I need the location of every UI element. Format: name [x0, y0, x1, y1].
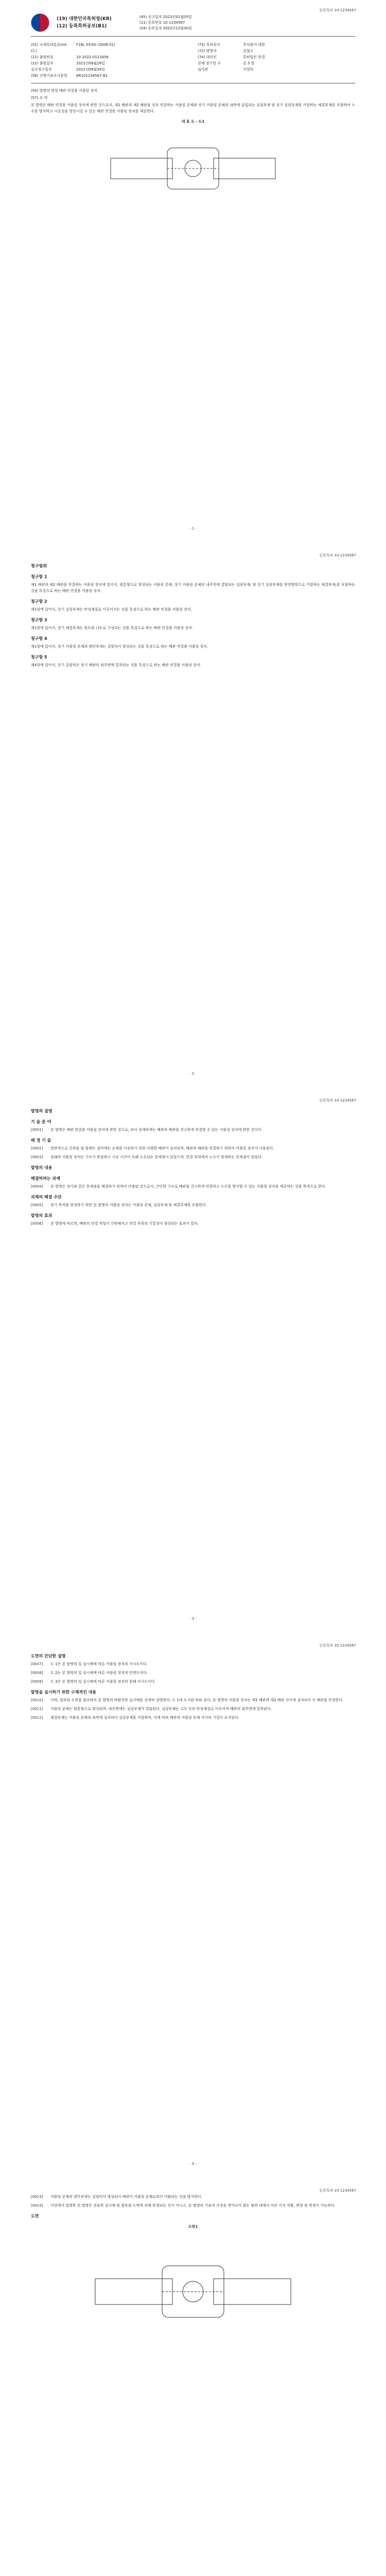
problem-heading: 해결하려는 과제	[31, 1176, 60, 1181]
claim-text: 제4항에 있어서, 상기 걸림턱은 상기 배관의 외주면에 밀착되는 것을 특징으로 하는 배관 연결용 커플링 장치.	[31, 663, 201, 667]
patent-number: 등록특허 10-1234567	[319, 1098, 356, 1103]
bib-value: 10-2022-0123456	[76, 55, 109, 59]
patent-number: 등록특허 10-1234567	[319, 1643, 356, 1648]
background-heading: 배 경 기 술	[31, 1138, 51, 1143]
paragraph: [0003] 종래의 커플링 장치는 구조가 복잡하고 시공 시간이 오래 소요되는 문제점이 있었으며, 연결 부위에서 누수가 발생하는 문제점이 있었다.	[31, 1155, 262, 1159]
bibliography	[31, 42, 355, 79]
claim-tag: 청구항 2	[31, 599, 47, 604]
drawings-desc-heading: 도면의 간단한 설명	[31, 1654, 66, 1658]
bib-value: 특허법인 한결	[243, 55, 265, 59]
claims-heading: 청구범위	[31, 564, 47, 568]
pub-line: (11) 등록번호 10-1234567	[139, 20, 185, 25]
bib-key: (73) 특허권자	[198, 43, 220, 47]
abstract-label: (57) 요 약	[31, 96, 48, 100]
paragraph: [0005] 상기 목적을 달성하기 위한 본 발명의 커플링 장치는 커플링 본체, 실링부재 및 체결부재를 포함한다.	[31, 1203, 207, 1207]
claim-tag: 청구항 3	[31, 618, 47, 622]
page-4	[0, 1635, 386, 2180]
paragraph: [0004] 본 발명은 상기와 같은 문제점을 해결하기 위하여 안출된 것으로서, 간단한 구조로 배관을 견고하게 연결하고 누수를 방지할 수 있는 커플링 장치를 제공하는 것을 목적으로 한다.	[31, 1184, 326, 1189]
claim-text: 제1 배관과 제2 배관을 연결하는 커플링 장치에 있어서, 원통형으로 형성되는 커플링 본체; 상기 커플링 본체의 내주면에 결합되는 실링부재; 및 상기 실링부재를 반경방향으로 가압하는 체결부재;를 포함하는 것을 특징으로 하는 배관 연결용 커플링 장치.	[31, 583, 355, 593]
title-label: (54) 발명의 명칭	[31, 89, 58, 93]
paragraph: [0001] 본 발명은 배관 연결용 커플링 장치에 관한 것으로, 보다 상세하게는 배관과 배관을 견고하게 연결할 수 있는 커플링 장치에 관한 것이다.	[31, 1128, 262, 1132]
header	[31, 13, 355, 32]
invention-title: 배관 연결용 커플링 장치	[59, 89, 98, 93]
effect-heading: 발명의 효과	[31, 1213, 52, 1218]
bib-key: (74) 대리인	[198, 55, 217, 59]
claim-tag: 청구항 1	[31, 574, 47, 579]
field-heading: 기 술 분 야	[31, 1120, 51, 1124]
representative-figure	[100, 130, 286, 207]
page-3	[0, 1090, 386, 1635]
rep-figure-label: 대 표 도 - 도1	[181, 120, 205, 124]
divider	[31, 36, 355, 37]
bib-key: (51) 국제특허분류(Int. Cl.)	[31, 43, 68, 53]
content-heading: 발명의 내용	[31, 1165, 52, 1170]
claim-text: 제1항에 있어서, 상기 커플링 본체의 양단부에는 걸림턱이 형성되는 것을 특징으로 하는 배관 연결용 커플링 장치.	[31, 645, 208, 649]
pub-line: (24) 등록일자 2022년12월30일	[139, 26, 192, 30]
bib-value: KR101234567 B1	[76, 74, 108, 78]
bib-key: (22) 출원일자	[31, 61, 54, 65]
paragraph: [0011] 커플링 본체는 원통형으로 형성되며, 내주면에는 실링부재가 결합된다. 실링부재는 고무 등의 탄성재질로 이루어져 배관의 외주면에 밀착된다.	[31, 1707, 272, 1711]
pub-line: (45) 공고일자 2023년01월05일	[139, 14, 192, 19]
bib-value: F16L 55/00 (2006.01)	[76, 43, 115, 47]
paragraph: [0006] 본 발명에 따르면, 배관의 연결 작업이 간편해지고 연결 부위의 기밀성이 향상되는 효과가 있다.	[31, 1222, 199, 1226]
drawings-heading: 도면	[31, 2214, 39, 2218]
page-5	[0, 2180, 386, 2576]
bib-right	[198, 42, 355, 79]
page-number: - 2 -	[189, 1072, 197, 1076]
paragraph: [0012] 체결부재는 커플링 본체의 외측에 설치되어 실링부재를 가압하며, 이에 따라 배관과 커플링 본체 사이의 기밀이 유지된다.	[31, 1716, 239, 1720]
embodiment-heading: 발명을 실시하기 위한 구체적인 내용	[31, 1690, 97, 1694]
paragraph: [0014] 이상에서 설명한 본 발명은 전술한 실시예 및 첨부된 도면에 의해 한정되는 것이 아니고, 본 발명의 기술적 사상을 벗어나지 않는 범위 내에서 여러 가지 치환, 변형 및 변경이 가능하다.	[31, 2204, 336, 2208]
page-number: - 1 -	[189, 527, 197, 531]
bib-key: (21) 출원번호	[31, 55, 54, 59]
bib-key: 전체 청구항 수	[198, 61, 221, 65]
claim-text: 제1항에 있어서, 상기 실링부재는 탄성재질로 이루어지는 것을 특징으로 하는 배관 연결용 커플링 장치.	[31, 607, 192, 612]
bib-key: (56) 선행기술조사문헌	[31, 74, 67, 78]
bib-value: 이영희	[243, 67, 254, 72]
paragraph: [0010] 이하, 첨부된 도면을 참조하여 본 발명의 바람직한 실시예를 상세히 설명한다. 도 1에 도시된 바와 같이, 본 발명의 커플링 장치는 제1 배관과 제2 배관 사이에 설치되어 두 배관을 연결한다.	[31, 1698, 344, 1702]
bib-key: 심사관	[198, 67, 208, 72]
office-name: (19) 대한민국특허청(KR)	[57, 16, 112, 22]
paragraph: [0008] 도 2는 본 발명의 일 실시예에 따른 커플링 장치의 단면도이다.	[31, 1671, 148, 1675]
bib-value: 주식회사 대한	[243, 43, 265, 47]
page-2	[0, 545, 386, 1090]
bib-key: (72) 발명자	[198, 49, 217, 53]
paragraph: [0009] 도 3은 본 발명의 일 실시예에 따른 커플링 장치의 분해 사시도이다.	[31, 1680, 156, 1684]
bib-value: 총 5 항	[243, 61, 255, 65]
desc-heading: 발명의 설명	[31, 1109, 52, 1113]
bib-value: 김철수	[243, 49, 254, 53]
paragraph: [0013] 커플링 본체의 양단부에는 걸림턱이 형성되어 배관이 커플링 본체로부터 이탈되는 것을 방지한다.	[31, 2195, 202, 2199]
patent-number: 등록특허 10-1234567	[319, 8, 356, 12]
page-1	[0, 0, 386, 545]
page-number: - 3 -	[189, 1617, 197, 1621]
bib-value: 2022년09월28일	[76, 67, 105, 72]
bib-key: 심사청구일자	[31, 67, 52, 72]
doc-type: (12) 등록특허공보(B1)	[57, 24, 107, 29]
solution-heading: 과제의 해결 수단	[31, 1195, 62, 1199]
claim-text: 제1항에 있어서, 상기 체결부재는 볼트와 너트로 구성되는 것을 특징으로 하는 배관 연결용 커플링 장치.	[31, 626, 194, 630]
abstract-text: 본 발명은 배관 연결용 커플링 장치에 관한 것으로서, 제1 배관과 제2 배관을 상호 연결하는 커플링 본체와 상기 커플링 본체의 내측에 삽입되는 실링부재 및 상기 실링부재를 가압하는 체결부재를 포함하여 누수를 방지하고 시공성을 향상시킬 수 있는 배관 연결용 커플링 장치를 제공한다.	[31, 103, 355, 113]
bib-value: 2022년09월28일	[76, 61, 105, 65]
figure-label: 도면1	[188, 2225, 198, 2229]
bib-left	[31, 42, 188, 79]
claim-tag: 청구항 4	[31, 636, 47, 641]
paragraph: [0002] 일반적으로 건축물 및 플랜트 설비에는 유체를 이송하기 위한 다양한 배관이 설치되며, 배관과 배관을 연결하기 위하여 커플링 장치가 사용된다.	[31, 1146, 274, 1150]
patent-number: 등록특허 10-1234567	[319, 2189, 356, 2193]
korea-emblem-icon	[31, 13, 49, 32]
patent-number: 등록특허 10-1234567	[319, 553, 356, 557]
figure-1	[85, 2235, 301, 2348]
claim-tag: 청구항 5	[31, 655, 47, 659]
page-number: - 4 -	[189, 2162, 197, 2166]
paragraph: [0007] 도 1은 본 발명의 일 실시예에 따른 커플링 장치의 사시도이다.	[31, 1662, 148, 1666]
